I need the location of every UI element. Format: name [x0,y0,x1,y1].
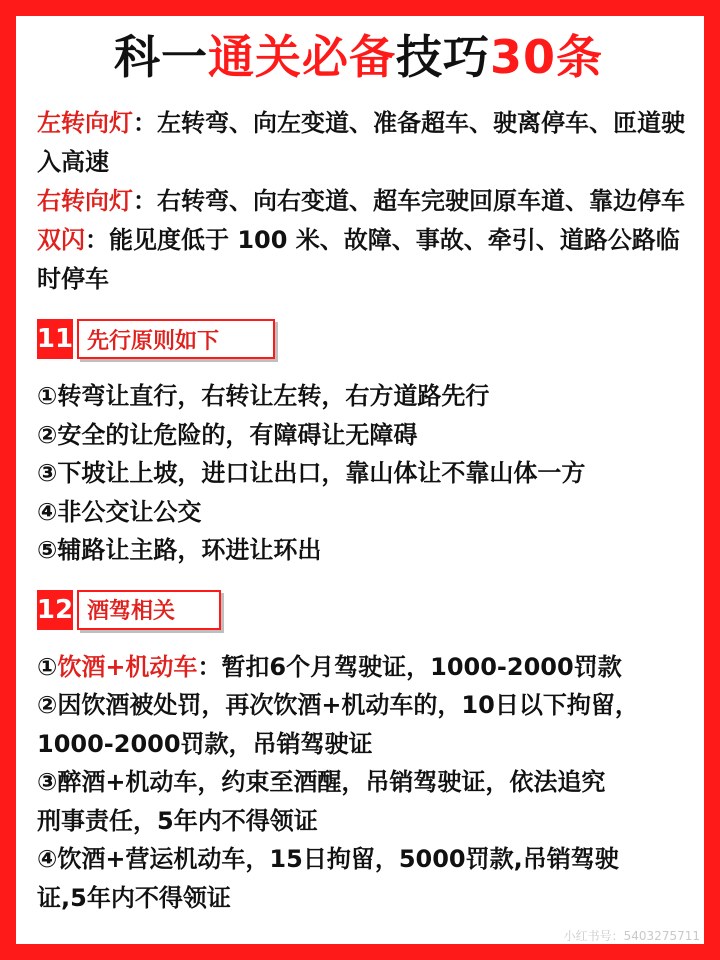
paragraph-label: 左转向灯 [37,109,133,137]
section-title: 先行原则如下 [77,319,275,359]
section-title: 酒驾相关 [77,590,221,630]
paragraph-separator: ： [133,187,157,215]
watermark-text: 小红书号：5403275711 [563,929,700,943]
item-rest: ：暂扣6个月驾驶证，1000-2000罚款 [197,652,622,681]
article-content [37,22,690,917]
item-prefix: ① [37,652,58,681]
list-item [37,648,690,687]
title-part-3: 技巧 [395,30,490,84]
list-item: ③下坡让上坡，进口让出口，靠山体让不靠山体一方 [37,459,586,487]
list-item: ⑤辅路让主路，环进让环出 [37,536,322,564]
section-11-list [37,377,690,570]
item-highlight: 饮酒+机动车 [57,652,198,681]
section-number-badge: 11 [37,319,73,359]
paragraph-label: 右转向灯 [37,187,133,215]
list-item: 1000-2000罚款，吊销驾驶证 [37,729,373,758]
list-item: ③醉酒+机动车，约束至酒醒，吊销驾驶证，依法追究 [37,768,606,796]
title-part-4: 30条 [489,30,603,84]
paragraph-label: 双闪 [37,226,85,254]
list-item: ①转弯让直行，右转让左转，右方道路先行 [37,382,490,410]
paragraph-separator: ： [85,226,109,254]
paragraph-separator: ： [133,109,157,137]
list-item: 证,5年内不得领证 [37,883,231,912]
paragraph-text: 右转弯、向右变道、超车完驶回原车道、靠边停车 [157,187,685,215]
paragraph-hazard-lights [37,221,690,299]
title-part-1: 科一 [113,30,208,84]
list-item: 刑事责任，5年内不得领证 [37,806,318,835]
section-number-badge: 12 [37,590,73,630]
list-item: ④饮酒+营运机动车，15日拘留，5000罚款,吊销驾驶 [37,845,619,873]
paragraph-text: 能见度低于 100 米、故障、事故、牵引、道路公路临时停车 [37,226,680,293]
title-part-2: 通关必备 [207,30,396,84]
section-11-header [37,319,275,359]
list-item: ②安全的让危险的，有障碍让无障碍 [37,420,418,449]
section-12-list [37,648,690,918]
section-12-header [37,590,221,630]
paragraph-text: 左转弯、向左变道、准备超车、驶离停车、匝道驶入高速 [37,109,685,176]
page-title [27,22,690,92]
paragraph-left-signal [37,104,690,182]
paragraph-right-signal [37,182,690,221]
list-item: ④非公交让公交 [37,497,202,526]
list-item: ②因饮酒被处罚，再次饮酒+机动车的，10日以下拘留， [37,691,639,719]
